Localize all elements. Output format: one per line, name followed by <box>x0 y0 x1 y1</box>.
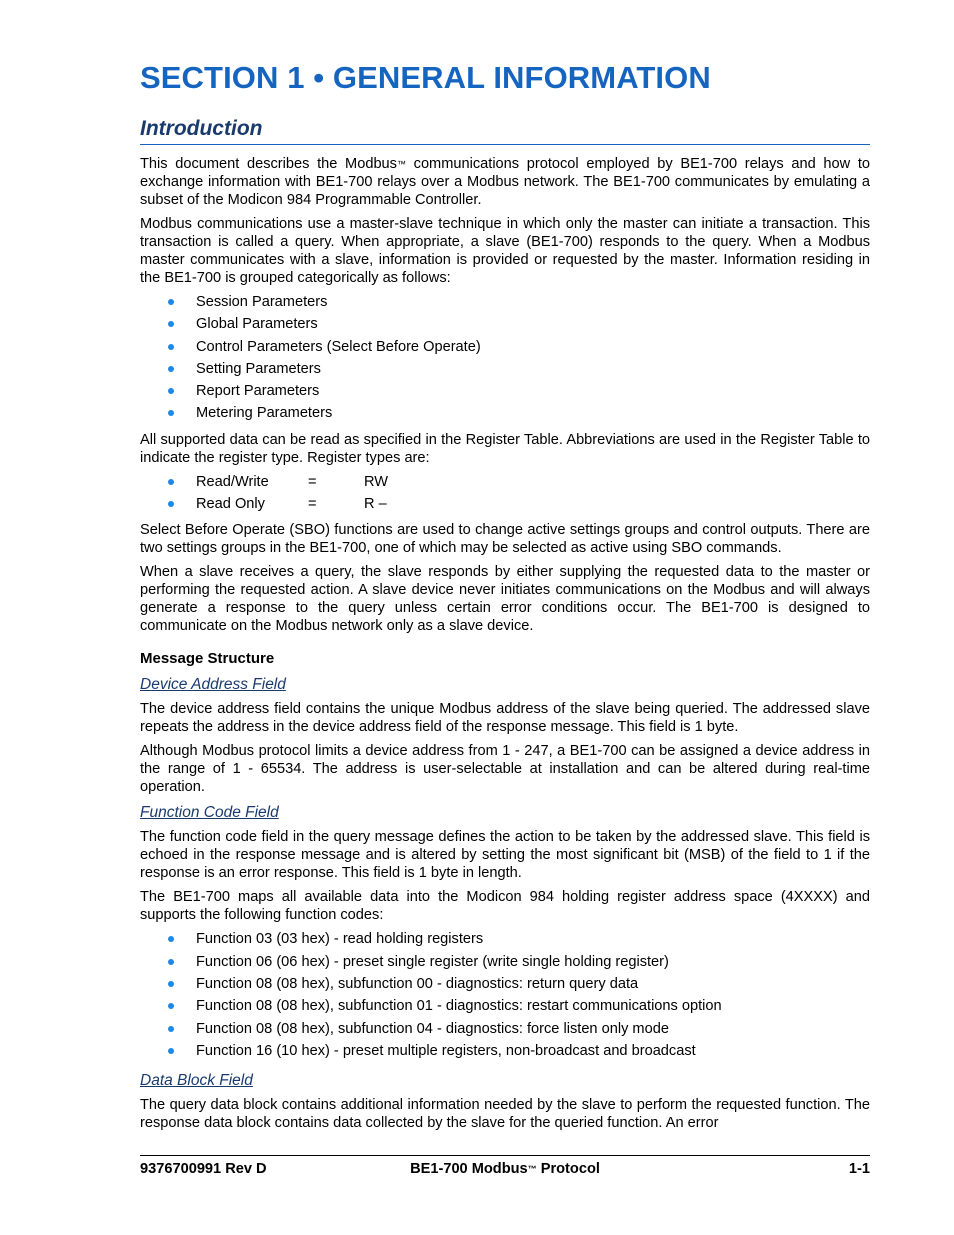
data-block-heading: Data Block Field <box>140 1072 253 1090</box>
intro-p1-start: This document describes the Modbus <box>140 156 397 172</box>
bullet-icon <box>168 501 174 507</box>
data-block-paragraph-1: The query data block contains additional information needed by the slave to perform the requested function. The response data block contains data collected by the slave for the queried function. An error <box>140 1097 870 1132</box>
intro-p1-end: communications protocol employed by BE1-700 relays and how to exchange information with BE1-700 relays over a Modbus network. The BE1-700 communicates by emulating a subset of the Modicon 984 Programmable Controller. <box>140 156 871 208</box>
bullet-icon <box>168 959 174 965</box>
function-code-heading: Function Code Field <box>140 804 279 822</box>
list-item <box>140 473 870 495</box>
page-footer <box>140 1155 870 1177</box>
list-item: Function 06 (06 hex) - preset single register (write single holding register) <box>140 953 870 975</box>
intro-paragraph-2: Modbus communications use a master-slave technique in which only the master can initiate a transaction. This transaction is called a query. When appropriate, a slave (BE1-700) responds to the query. When a Modbus master communicates with a slave, information is provided or requested by the master. Information residing in the BE1-700 is grouped categorically as follows: <box>140 216 870 286</box>
list-item: Metering Parameters <box>140 404 870 426</box>
register-type-row: Read/Write = RW <box>196 473 389 490</box>
bullet-icon <box>168 479 174 485</box>
intro-paragraph-3: All supported data can be read as specified in the Register Table. Abbreviations are used in the Register Table to indicate the register type. Register types are: <box>140 431 870 466</box>
message-structure-heading: Message Structure <box>140 650 275 668</box>
bullet-icon <box>168 1003 174 1009</box>
device-address-paragraph-2: Although Modbus protocol limits a device address from 1 - 247, a BE1-700 can be assigned a device address in the range of 1 - 65534. The address is user-selectable at installation and can be altered during real-time operation. <box>140 743 870 796</box>
register-type-row: Read Only = R – <box>196 496 387 513</box>
list-item: Function 03 (03 hex) - read holding registers <box>140 930 870 952</box>
list-item: Function 08 (08 hex), subfunction 04 - diagnostics: force listen only mode <box>140 1020 870 1042</box>
footer-doc-number: 9376700991 Rev D <box>140 1161 267 1177</box>
intro-paragraph-1 <box>140 155 870 209</box>
footer-title: BE1-700 Modbus™ Protocol <box>410 1161 600 1177</box>
introduction-heading: Introduction <box>140 117 870 145</box>
bullet-icon <box>168 344 174 350</box>
device-address-paragraph-1: The device address field contains the unique Modbus address of the slave being queried. The addressed slave repeats the address in the device address field of the response message. This field is 1 byte. <box>140 701 870 736</box>
bullet-icon <box>168 1048 174 1054</box>
list-item: Function 16 (10 hex) - preset multiple registers, non-broadcast and broadcast <box>140 1042 870 1064</box>
function-code-paragraph-1: The function code field in the query message defines the action to be taken by the addressed slave. This field is echoed in the response message and is altered by setting the most significant bit (MSB) of the field to 1 if the response is an error response. This field is 1 byte in length. <box>140 829 870 882</box>
bullet-icon <box>168 299 174 305</box>
bullet-icon <box>168 321 174 327</box>
function-code-list <box>140 930 870 1064</box>
intro-paragraph-4: Select Before Operate (SBO) functions are used to change active settings groups and control outputs. There are two settings groups in the BE1-700, one of which may be selected as active using SBO commands. <box>140 522 870 557</box>
body-text <box>140 155 870 1138</box>
section-title: SECTION 1 • GENERAL INFORMATION <box>140 60 711 95</box>
bullet-icon <box>168 1026 174 1032</box>
list-item: Function 08 (08 hex), subfunction 00 - diagnostics: return query data <box>140 975 870 997</box>
bullet-icon <box>168 410 174 416</box>
list-item: Setting Parameters <box>140 360 870 382</box>
list-item: Report Parameters <box>140 382 870 404</box>
list-item: Control Parameters (Select Before Operate) <box>140 338 870 360</box>
bullet-icon <box>168 936 174 942</box>
device-address-heading: Device Address Field <box>140 676 286 694</box>
bullet-icon <box>168 366 174 372</box>
intro-paragraph-5: When a slave receives a query, the slave responds by either supplying the requested data to the master or performing the requested action. A slave device never initiates communications on the Modbus and will always generate a response to the query unless certain error conditions occur. The BE1-700 is designed to communicate on the Modbus network only as a slave device. <box>140 564 870 635</box>
register-type-list <box>140 473 870 518</box>
bullet-icon <box>168 388 174 394</box>
list-item: Session Parameters <box>140 293 870 315</box>
footer-page-number: 1-1 <box>848 1161 870 1177</box>
trademark-symbol: ™ <box>396 159 406 169</box>
bullet-icon <box>168 981 174 987</box>
list-item: Global Parameters <box>140 315 870 337</box>
category-list <box>140 293 870 427</box>
list-item <box>140 495 870 517</box>
list-item: Function 08 (08 hex), subfunction 01 - diagnostics: restart communications option <box>140 997 870 1019</box>
function-code-paragraph-2: The BE1-700 maps all available data into the Modicon 984 holding register address space (4XXXX) and supports the following function codes: <box>140 889 870 924</box>
